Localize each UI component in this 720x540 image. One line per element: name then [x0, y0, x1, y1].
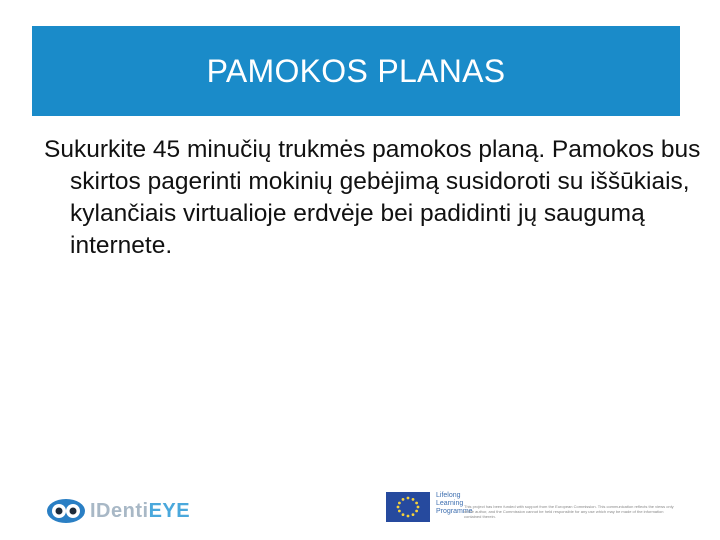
lesson-description: Sukurkite 45 minučių trukmės pamokos planą. Pamokos bus skirtos pagerinti mokinių gebėjimą susidoroti su iššūkiais, kylančiais virtualioje erdvėje bei padidinti jų saugumą internete.	[44, 136, 701, 259]
logo-text-part1: IDenti	[90, 499, 149, 522]
identieye-logo	[46, 498, 190, 524]
program-line-1: Lifelong	[436, 492, 461, 499]
logo-text-part2: EYE	[148, 499, 191, 522]
eu-program-logo	[386, 492, 473, 524]
infinity-eyes-icon	[46, 498, 86, 524]
logo-text	[90, 500, 190, 523]
slide-title: PAMOKOS PLANAS	[206, 52, 506, 89]
title-banner	[32, 26, 680, 116]
funding-disclaimer: This project has been funded with support from the European Commission. This communication reflects the views only of the author, and the Commission cannot be held responsible for any use which may be made of the information contained therein.	[464, 504, 674, 519]
program-line-2: Learning	[436, 500, 464, 507]
program-line-3: Programme	[436, 508, 473, 515]
eu-flag-icon	[386, 492, 430, 522]
